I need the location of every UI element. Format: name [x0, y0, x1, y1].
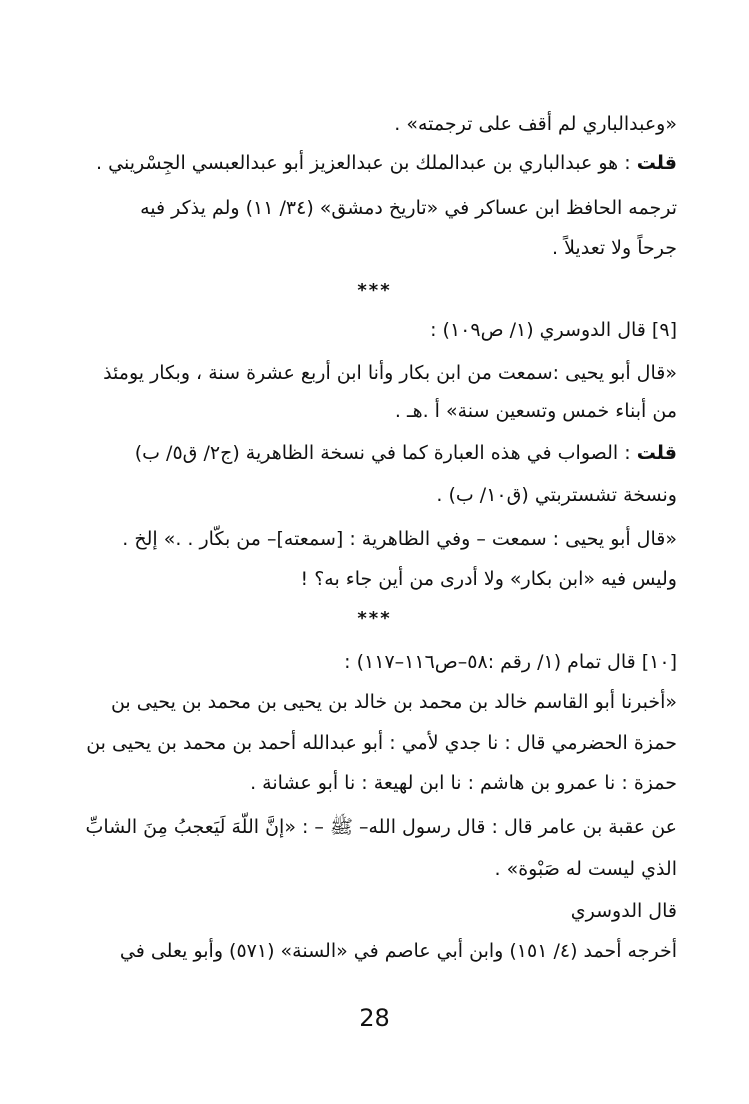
- text-line-20: قال الدوسري: [570, 900, 677, 922]
- page-number: 28: [359, 1004, 390, 1032]
- text-line-14: [١٠] قال تمام (١/ رقم :٥٨–ص١١٦–١١٧) :: [344, 651, 677, 673]
- text-line-9: قلت : الصواب في هذه العبارة كما في نسخة الظاهرية (ج٢/ ق٥/ ب): [134, 442, 677, 464]
- section-divider-2: ***: [357, 608, 392, 629]
- qultu-label: قلت: [636, 152, 677, 174]
- text-line-4: جرحاً ولا تعديلاً .: [552, 237, 677, 259]
- text-line-1: «وعبدالباري لم أقف على ترجمته» .: [394, 113, 677, 135]
- text-line-16: حمزة الحضرمي قال : نا جدي لأمي : أبو عبدالله أحمد بن محمد بن يحيى بن: [86, 732, 677, 754]
- text-line-6: [٩] قال الدوسري (١/ ص١٠٩) :: [430, 319, 677, 341]
- qultu-label: قلت: [636, 442, 677, 464]
- text-line-17: حمزة : نا عمرو بن هاشم : نا ابن لهيعة : نا أبو عشانة .: [250, 772, 677, 794]
- text-line-8: من أبناء خمس وتسعين سنة» أ .هـ .: [394, 400, 677, 422]
- text-line-12: وليس فيه «ابن بكار» ولا أدرى من أين جاء به؟ !: [300, 568, 677, 590]
- text-line-19: الذي ليست له صَبْوة» .: [494, 858, 677, 880]
- text-line-2: قلت : هو عبدالباري بن عبدالملك بن عبدالعزيز أبو عبدالعبسي الجِسْريني .: [96, 152, 677, 174]
- text-line-15: «أخبرنا أبو القاسم خالد بن محمد بن خالد بن يحيى بن محمد بن يحيى بن: [110, 691, 677, 713]
- text-line-7: «قال أبو يحيى :سمعت من ابن بكار وأنا ابن أربع عشرة سنة ، وبكار يومئذ: [103, 362, 677, 384]
- text-line-11: «قال أبو يحيى : سمعت – وفي الظاهرية : [سمعته]– من بكّار . .» إلخ .: [122, 528, 677, 550]
- text-line-21: أخرجه أحمد (٤/ ١٥١) وابن أبي عاصم في «السنة» (٥٧١) وأبو يعلى في: [119, 940, 677, 962]
- text-line-10: ونسخة تشستربتي (ق١٠/ ب) .: [436, 484, 677, 506]
- section-divider-1: ***: [357, 280, 392, 301]
- text-line-18: عن عقبة بن عامر قال : قال رسول الله– ﷺ – : «إنَّ اللّهَ لَيَعجبُ مِنَ الشابِّ: [85, 816, 677, 838]
- text-line-3: ترجمه الحافظ ابن عساكر في «تاريخ دمشق» (٣٤/ ١١) ولم يذكر فيه: [140, 197, 677, 219]
